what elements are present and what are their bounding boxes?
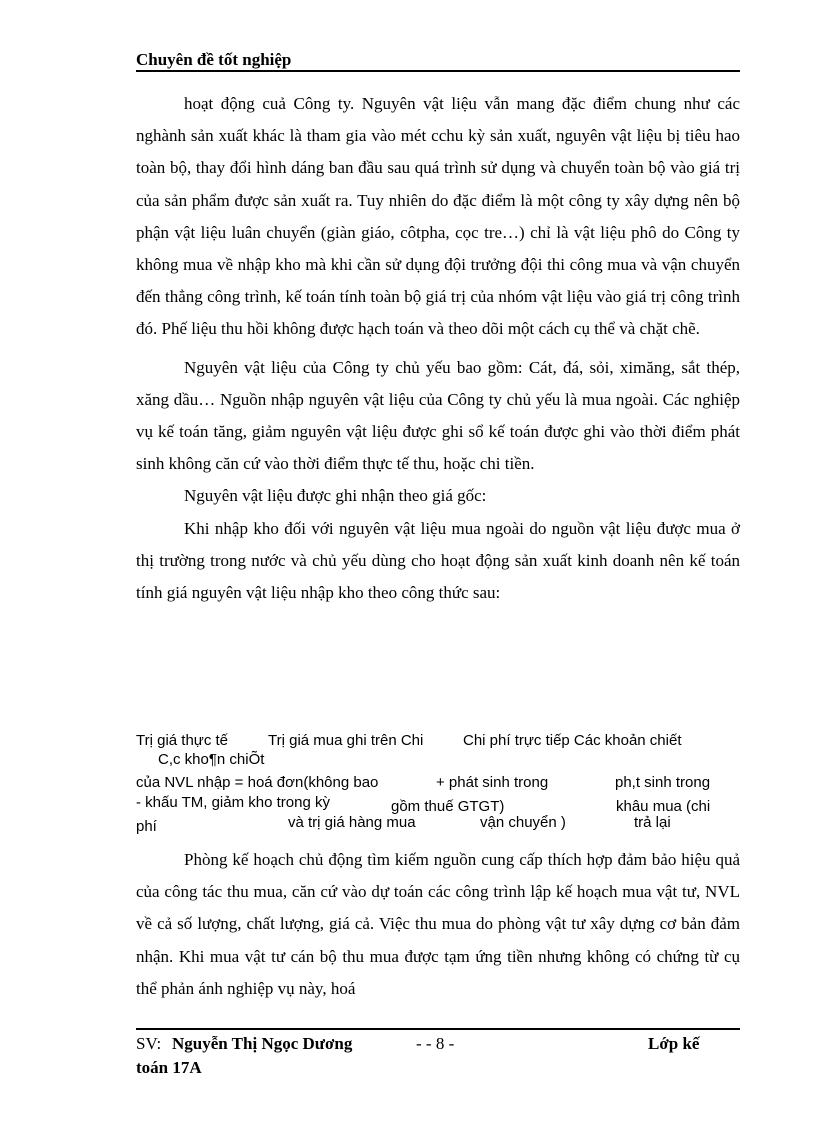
cost-formula xyxy=(136,732,740,836)
footer-student-name: Nguyễn Thị Ngọc Dương xyxy=(172,1034,353,1053)
formula-r1c: Chi phí trực tiếp Các khoản chiết xyxy=(463,732,682,749)
paragraph-3: Nguyên vật liệu được ghi nhận theo giá gốc: xyxy=(184,486,487,506)
footer-class-line2: toán 17A xyxy=(136,1058,202,1077)
formula-r5b: và trị giá hàng mua xyxy=(288,814,416,831)
formula-r2a: C,c kho¶n chiÕt xyxy=(158,751,265,768)
paragraph-2: Nguyên vật liệu của Công ty chủ yếu bao gồm: Cát, đá, sỏi, ximăng, sắt thép, xăng dầu… Nguồn nhập nguyên vật liệu của Công ty chủ yếu là mua ngoài. Các nghiệp vụ kế toán tăng, giảm nguyên vật liệu được ghi sổ kế toán được ghi vào thời điểm phát sinh không căn cứ vào thời điểm thực tế thu, hoặc chi tiền. xyxy=(136,357,740,474)
formula-r1b: Trị giá mua ghi trên Chi xyxy=(268,732,424,749)
page-header xyxy=(136,48,740,72)
paragraph-1: hoạt động cuả Công ty. Nguyên vật liệu vẫn mang đặc điểm chung như các nghành sản xuất khác là tham gia vào mét cchu kỳ sản xuất, nguyên vật liệu bị tiêu hao toàn bộ, thay đổi hình dáng ban đầu sau quá trình sử dụng và chuyển toàn bộ vào giá trị của sản phẩm được sản xuất ra. Tuy nhiên do đặc điểm là một công ty xây dựng nên bộ phận vật liệu luân chuyển (giàn giáo, côtpha, cọc tre…) chỉ là vật liệu phô do Công ty không mua về nhập kho mà khi cần sử dụng đội trưởng đội thi công mua và vận chuyển đến thẳng công trình, kế toán tính toàn bộ giá trị của nhóm vật liệu vào giá trị công trình đó. Phế liệu thu hồi không được hạch toán và theo dõi một cách cụ thể và chặt chẽ. xyxy=(136,94,740,339)
formula-r4a: - khấu TM, giảm kho trong kỳ xyxy=(136,794,330,811)
body-text-top xyxy=(136,88,740,609)
header-title: Chuyên đề tốt nghiệp xyxy=(136,50,292,69)
formula-r5c: vận chuyển ) xyxy=(480,814,566,831)
footer-page-number: - - 8 - xyxy=(416,1034,455,1053)
paragraph-4: Khi nhập kho đối với nguyên vật liệu mua ngoài do nguồn vật liệu được mua ở thị trường trong nước và chủ yếu dùng cho hoạt động sản xuất kinh doanh nên kế toán tính giá nguyên vật liệu nhập kho theo công thức sau: xyxy=(136,518,740,603)
formula-r4b: gồm thuế GTGT) xyxy=(391,798,505,815)
formula-r3b: + phát sinh trong xyxy=(436,774,549,791)
footer-student-prefix: SV: xyxy=(136,1034,162,1053)
body-text-bottom xyxy=(136,844,740,1005)
paragraph-5: Phòng kế hoạch chủ động tìm kiếm nguồn cung cấp thích hợp đảm bảo hiệu quả của công tác thu mua, căn cứ vào dự toán các công trình lập kế hoạch mua vật tư, NVL về cả số lượng, chất lượng, giá cả. Việc thu mua do phòng vật tư xây dựng cơ bản đảm nhận. Khi mua vật tư cán bộ thu mua được tạm ứng tiền nhưng không có chứng từ cụ thể phản ánh nghiệp vụ này, hoá xyxy=(136,850,740,998)
formula-r5a: phí xyxy=(136,818,157,835)
formula-r1a: Trị giá thực tế xyxy=(136,732,229,749)
page-footer xyxy=(136,1028,740,1077)
formula-r5d: trả lại xyxy=(634,814,671,831)
formula-r3a: của NVL nhập = hoá đơn(không bao xyxy=(136,774,379,791)
formula-r4c: khâu mua (chi xyxy=(616,798,711,815)
formula-r3c: ph,t sinh trong xyxy=(615,774,711,791)
footer-class-line1: Lớp kế xyxy=(648,1034,700,1053)
